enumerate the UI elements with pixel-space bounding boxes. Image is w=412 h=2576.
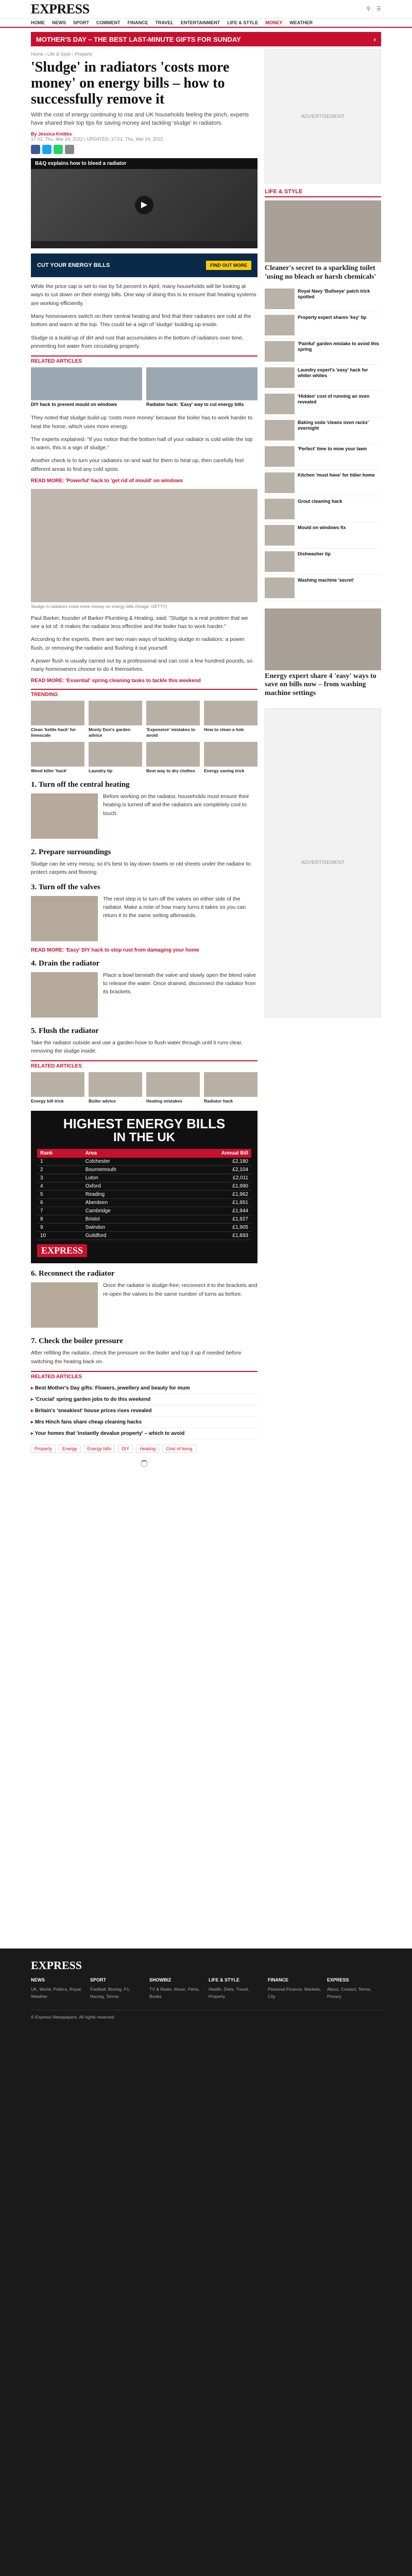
- footer-column: [149, 1977, 203, 2001]
- cell-rank: 2: [37, 1166, 82, 1174]
- readmore-link[interactable]: READ MORE: 'Easy' DIY hack to stop rust from damaging your home: [31, 947, 199, 953]
- email-icon[interactable]: [65, 145, 74, 154]
- card-caption: Radiator hack: [204, 1098, 233, 1104]
- chevron-right-icon: ›: [373, 35, 376, 43]
- tag-link[interactable]: Energy bills: [84, 1445, 115, 1453]
- table-row: [37, 1166, 251, 1174]
- step-text: The next step is to turn off the valves on either side of the radiator. Make a note of how many turns it takes so you can return it to the same setting afterwards.: [103, 895, 246, 919]
- video-controls[interactable]: [31, 241, 258, 248]
- energy-table: [37, 1149, 251, 1240]
- table-row: [37, 1232, 251, 1240]
- tag-row: [31, 1445, 258, 1453]
- cell-cost: £1,905: [171, 1224, 251, 1232]
- nav-item[interactable]: HOME: [31, 20, 45, 25]
- sidebar-feature[interactable]: [265, 608, 381, 698]
- article-paragraph: Sludge is a build-up of dirt and rust that accumulates in the bottom of radiators over time, preventing hot water from circulating properly.: [31, 334, 244, 349]
- card-caption: DIY hack to prevent mould on windows: [31, 402, 117, 408]
- cell-cost: £1,944: [171, 1207, 251, 1215]
- step-section: [31, 959, 258, 1021]
- card-caption: Radiator hack: 'Easy' way to cut energy bills: [146, 402, 244, 408]
- sidebar-ad[interactable]: [265, 708, 381, 1018]
- related-card[interactable]: [31, 367, 142, 408]
- card-caption: Best way to dry clothes: [146, 768, 195, 773]
- ad-banner-text: CUT YOUR ENERGY BILLS: [37, 262, 110, 269]
- story-caption: 'Perfect' time to mow your lawn: [298, 446, 367, 451]
- cell-area: Bristol: [82, 1215, 172, 1224]
- readmore-link[interactable]: READ MORE: 'Essential' spring cleaning tasks to tackle this weekend: [31, 678, 201, 684]
- card-caption: How to clean a hob: [204, 727, 244, 733]
- related-card[interactable]: [146, 1072, 200, 1104]
- step-image: [31, 793, 98, 839]
- cell-cost: £1,927: [171, 1215, 251, 1224]
- loading-spinner-icon: [141, 1460, 148, 1467]
- article-photo: [31, 489, 258, 602]
- promo-label: MOTHER'S DAY – THE BEST LAST-MINUTE GIFTS FOR SUNDAY: [36, 35, 241, 43]
- card-caption: 'Expensive' mistakes to avoid: [146, 727, 196, 738]
- cell-rank: 6: [37, 1199, 82, 1207]
- card-thumbnail: [31, 367, 142, 400]
- card-caption: Weed killer 'hack': [31, 768, 67, 773]
- main-nav: [0, 19, 412, 28]
- feature-title: Cleaner's secret to a sparkling toilet 'using no bleach or harsh chemicals': [265, 264, 376, 281]
- cell-area: Cambridge: [82, 1207, 172, 1215]
- copyright: © Express Newspapers. All rights reserved.: [31, 2010, 381, 2020]
- cell-cost: £2,180: [171, 1158, 251, 1166]
- sidebar-story[interactable]: [265, 444, 381, 470]
- step-heading: 5. Flush the radiator: [31, 1026, 99, 1035]
- footer-links[interactable]: Personal Finance, Markets, City: [268, 1986, 321, 1999]
- article-paragraph: According to the experts, there are two main ways of tackling sludge in radiators: a power flush, or removing the radiator and flushing it out yourself.: [31, 636, 245, 651]
- nav-item[interactable]: COMMENT: [96, 20, 121, 25]
- article: [31, 49, 258, 1938]
- step-image: [31, 896, 98, 941]
- comments-area: [31, 1475, 258, 1938]
- card-thumbnail: [89, 701, 142, 725]
- step-section: [31, 848, 258, 877]
- nav-item[interactable]: SPORT: [73, 20, 90, 25]
- masthead: [0, 0, 412, 19]
- trending-label: TRENDING: [31, 689, 258, 698]
- related-list-label: RELATED ARTICLES: [31, 1371, 258, 1380]
- card-thumbnail: [31, 742, 84, 767]
- footer-links[interactable]: About, Contact, Terms, Privacy: [327, 1986, 372, 1999]
- step-heading: 4. Drain the radiator: [31, 959, 100, 968]
- dateline: 17:01, Thu, Mar 24, 2022 | UPDATED: 17:01, Thu, Mar 24, 2022: [31, 137, 163, 142]
- story-caption: Dishwasher tip: [298, 551, 331, 556]
- header-tools: [367, 6, 381, 12]
- story-caption: Mould on windows fix: [298, 524, 346, 530]
- step-heading: 3. Turn off the valves: [31, 883, 100, 891]
- col-rank: Rank: [37, 1149, 82, 1158]
- cell-area: Reading: [82, 1191, 172, 1199]
- nav-item[interactable]: TRAVEL: [155, 20, 174, 25]
- story-caption: Grout cleaning hack: [298, 498, 342, 504]
- related-label: RELATED ARTICLES: [31, 355, 258, 364]
- card-thumbnail: [146, 742, 200, 767]
- story-caption: Kitchen 'must have' for tidier home: [298, 472, 375, 478]
- related-card[interactable]: [89, 742, 142, 773]
- article-paragraph: Another check is to turn your radiators on and wait for them to heat up, then carefully feel different areas to find any cold spots.: [31, 457, 244, 472]
- sidebar-story[interactable]: [265, 338, 381, 365]
- sidebar-story[interactable]: [265, 470, 381, 496]
- footer-links[interactable]: Football, Boxing, F1, Racing, Tennis: [90, 1986, 130, 1999]
- cell-cost: £1,893: [171, 1232, 251, 1240]
- story-thumbnail: [265, 289, 295, 309]
- step-text: Before working on the radiator, households must ensure their heating is turned off and the radiators are completely cool to touch.: [103, 793, 249, 817]
- related-card[interactable]: [31, 701, 84, 737]
- cell-area: Oxford: [82, 1182, 172, 1191]
- footer-heading[interactable]: SHOWBIZ: [149, 1977, 171, 1982]
- cell-area: Swindon: [82, 1224, 172, 1232]
- related-card[interactable]: [146, 701, 200, 737]
- cell-rank: 7: [37, 1207, 82, 1215]
- story-thumbnail: [265, 499, 295, 519]
- step-section: [31, 1269, 258, 1331]
- step-heading: 7. Check the boiler pressure: [31, 1337, 123, 1346]
- article-paragraph: Many homeowners switch on their central heating and find that their radiators are cold at the bottom and warm at the top. This could be a sign of 'sludge' building up inside.: [31, 313, 251, 328]
- infographic-title: HIGHEST ENERGY BILLS: [63, 1116, 226, 1132]
- story-thumbnail: [265, 420, 295, 440]
- sidebar-story[interactable]: [265, 549, 381, 575]
- table-row: [37, 1158, 251, 1166]
- sidebar-heading: LIFE & STYLE: [265, 189, 381, 197]
- related-card[interactable]: [89, 1072, 142, 1104]
- article-paragraph: They noted that sludge build-up 'costs more money' because the boiler has to work harder to heat the home, which uses more energy.: [31, 415, 253, 430]
- cell-rank: 10: [37, 1232, 82, 1240]
- related-list: [31, 1383, 258, 1439]
- card-thumbnail: [204, 742, 258, 767]
- sidebar-story[interactable]: [265, 365, 381, 391]
- footer-heading[interactable]: FINANCE: [268, 1977, 288, 1982]
- footer-column: [90, 1977, 144, 2001]
- card-thumbnail: [204, 701, 258, 725]
- footer: [0, 1948, 412, 2030]
- infographic-logo: EXPRESS: [37, 1244, 87, 1257]
- sidebar-story[interactable]: [265, 522, 381, 549]
- sidebar-story[interactable]: [265, 286, 381, 312]
- story-caption: 'Painful' garden mistake to avoid this spring: [298, 341, 380, 352]
- feature-image: [265, 200, 381, 262]
- story-thumbnail: [265, 394, 295, 414]
- card-thumbnail: [89, 1072, 142, 1097]
- card-thumbnail: [204, 1072, 258, 1097]
- energy-infographic: [31, 1111, 258, 1263]
- table-row: [37, 1174, 251, 1182]
- step-text: Take the radiator outside and use a garden hose to flush water through until it runs clear, removing the sludge inside.: [31, 1039, 243, 1054]
- table-row: [37, 1215, 251, 1224]
- footer-column: [268, 1977, 322, 2001]
- card-caption: Clean 'kettle hack' for limescale: [31, 727, 76, 738]
- footer-heading[interactable]: SPORT: [90, 1977, 107, 1982]
- footer-heading[interactable]: LIFE & STYLE: [209, 1977, 240, 1982]
- story-thumbnail: [265, 472, 295, 493]
- card-caption: Energy saving trick: [204, 768, 245, 773]
- related-card[interactable]: [204, 701, 258, 737]
- footer-heading[interactable]: NEWS: [31, 1977, 45, 1982]
- photo-caption: Sludge in radiators costs more money on energy bills (Image: GETTY): [31, 603, 167, 609]
- step-heading: 1. Turn off the central heating: [31, 781, 130, 789]
- footer-logo[interactable]: EXPRESS: [31, 1958, 82, 1972]
- story-thumbnail: [265, 578, 295, 598]
- story-thumbnail: [265, 525, 295, 546]
- tag-link[interactable]: Property: [31, 1445, 56, 1453]
- card-thumbnail: [89, 742, 142, 767]
- headline: 'Sludge' in radiators 'costs more money' on energy bills – how to successfully remove it: [31, 59, 230, 107]
- sidebar-feature[interactable]: [265, 200, 381, 282]
- step-section: [31, 1337, 258, 1366]
- step-heading: 6. Reconnect the radiator: [31, 1269, 115, 1278]
- tag-link[interactable]: Heating: [136, 1445, 159, 1453]
- nav-item[interactable]: FINANCE: [127, 20, 148, 25]
- card-caption: Boiler advice: [89, 1098, 116, 1104]
- list-item[interactable]: ▸ Mrs Hinch fans share cheap cleaning hacks: [31, 1417, 258, 1428]
- list-item[interactable]: ▸ Britain's 'sneakiest' house prices rises revealed: [31, 1405, 258, 1417]
- cell-area: Bournemouth: [82, 1166, 172, 1174]
- card-thumbnail: [31, 1072, 84, 1097]
- related-card[interactable]: [31, 742, 84, 773]
- story-thumbnail: [265, 446, 295, 467]
- table-row: [37, 1199, 251, 1207]
- list-item[interactable]: ▸ Your homes that 'instantly devalue property' – which to avoid: [31, 1428, 258, 1439]
- article-paragraph: A power flush is usually carried out by a professional and can cost a few hundred pounds, so many homeowners choose to do it themselves.: [31, 657, 253, 673]
- card-caption: Laundry tip: [89, 768, 113, 773]
- sidebar-ad[interactable]: [265, 49, 381, 183]
- story-thumbnail: [265, 367, 295, 388]
- whatsapp-icon[interactable]: [54, 145, 63, 154]
- cell-area: Colchester: [82, 1158, 172, 1166]
- play-icon[interactable]: ▶: [135, 196, 153, 214]
- related-card[interactable]: [146, 742, 200, 773]
- step-text: Place a bowl beneath the valve and slowly open the bleed valve to release the water. Once drained, disconnect the radiator from its brackets.: [103, 972, 256, 995]
- related-card[interactable]: [31, 1072, 84, 1104]
- step-image: [31, 1282, 98, 1328]
- footer-links[interactable]: Health, Diets, Travel, Property: [209, 1986, 249, 1999]
- table-row: [37, 1191, 251, 1199]
- ad-cta-button[interactable]: FIND OUT MORE: [206, 261, 251, 270]
- col-area: Area: [82, 1149, 172, 1158]
- list-item[interactable]: ▸ 'Crucial' spring garden jobs to do this weekend: [31, 1394, 258, 1405]
- facebook-icon[interactable]: [31, 145, 40, 154]
- share-row: [31, 145, 258, 154]
- sidebar-story[interactable]: [265, 496, 381, 522]
- ad-label: ADVERTISEMENT: [301, 113, 345, 120]
- cell-cost: £1,990: [171, 1182, 251, 1191]
- sidebar: [265, 49, 381, 1938]
- infographic-subtitle: IN THE UK: [113, 1130, 175, 1145]
- footer-column: [327, 1977, 381, 2001]
- card-thumbnail: [146, 367, 258, 400]
- readmore-link[interactable]: READ MORE: 'Powerful' hack to 'get rid of mould' on windows: [31, 478, 183, 484]
- footer-column: [31, 1977, 85, 2001]
- step-text: After refilling the radiator, check the pressure on the boiler and top it up if needed before switching the heating back on.: [31, 1350, 242, 1365]
- table-row: [37, 1182, 251, 1191]
- story-caption: Property expert shares 'key' tip: [298, 314, 367, 320]
- cell-rank: 9: [37, 1224, 82, 1232]
- story-caption: Laundry expert's 'easy' hack for whiter whites: [298, 367, 368, 378]
- step-section: [31, 1027, 258, 1056]
- video-player[interactable]: [31, 169, 258, 241]
- nav-item[interactable]: WEATHER: [289, 20, 313, 25]
- cell-rank: 5: [37, 1191, 82, 1199]
- search-icon[interactable]: ⚲: [366, 6, 371, 12]
- cell-cost: £1,962: [171, 1191, 251, 1199]
- cell-rank: 4: [37, 1182, 82, 1191]
- story-thumbnail: [265, 551, 295, 572]
- footer-links[interactable]: TV & Radio, Music, Films, Books: [149, 1986, 200, 1999]
- table-row: [37, 1224, 251, 1232]
- story-thumbnail: [265, 315, 295, 335]
- card-caption: Heating mistakes: [146, 1098, 182, 1104]
- cell-area: Guildford: [82, 1232, 172, 1240]
- logo-text: EXPRESS: [31, 1, 90, 16]
- menu-icon[interactable]: ☰: [376, 6, 381, 12]
- related-card[interactable]: [146, 367, 258, 408]
- nav-item[interactable]: MONEY: [265, 20, 283, 25]
- story-thumbnail: [265, 341, 295, 362]
- tag-link[interactable]: Energy: [59, 1445, 81, 1453]
- cell-rank: 3: [37, 1174, 82, 1182]
- step-image: [31, 972, 98, 1018]
- col-cost: Annual Bill: [171, 1149, 251, 1158]
- related-card[interactable]: [89, 701, 142, 737]
- article-paragraph: The experts explained: "If you notice that the bottom half of your radiator is cold while the top is warm, this is a sign of sludge.": [31, 436, 253, 451]
- tag-link[interactable]: DIY: [118, 1445, 133, 1453]
- feature-title: Energy expert share 4 'easy' ways to save on bills now – from washing machine settings: [265, 672, 376, 698]
- related-card[interactable]: [204, 1072, 258, 1104]
- list-item[interactable]: ▸ Best Mother's Day gifts: Flowers, jewellery and beauty for mum: [31, 1383, 258, 1394]
- sidebar-story[interactable]: [265, 391, 381, 417]
- card-thumbnail: [146, 1072, 200, 1097]
- step-section: [31, 781, 258, 842]
- ad-label: ADVERTISEMENT: [301, 860, 345, 866]
- footer-links[interactable]: UK, World, Politics, Royal, Weather: [31, 1986, 82, 1999]
- cell-cost: £1,951: [171, 1199, 251, 1207]
- cell-rank: 1: [37, 1158, 82, 1166]
- card-caption: Monty Don's garden advice: [89, 727, 131, 738]
- footer-extension: [0, 2030, 412, 2576]
- card-thumbnail: [146, 701, 200, 725]
- standfirst: With the cost of energy continuing to rise and UK households feeling the pinch, experts have shared their top tips for saving money and tackling 'sludge' in radiators.: [31, 112, 249, 126]
- story-caption: Washing machine 'secret': [298, 577, 354, 583]
- card-caption: Energy bill trick: [31, 1098, 64, 1104]
- nav-item[interactable]: LIFE & STYLE: [227, 20, 259, 25]
- cell-area: Aberdeen: [82, 1199, 172, 1207]
- article-paragraph: Paul Barker, founder of Barker Plumbing & Heating, said: "Sludge is a real problem that we see a lot of. It makes the radiator less effective and the boiler has to work harder.": [31, 615, 248, 630]
- tag-link[interactable]: Cost of living: [162, 1445, 196, 1453]
- story-caption: 'Hidden' cost of running an oven revealed: [298, 393, 370, 404]
- promo-bar[interactable]: [31, 32, 381, 46]
- story-caption: Royal Navy 'Bullseye' patch trick spotted: [298, 288, 370, 299]
- sidebar-story[interactable]: [265, 312, 381, 338]
- related-label: RELATED ARTICLES: [31, 1060, 258, 1069]
- byline[interactable]: By Jessica Knibbs: [31, 131, 72, 137]
- table-row: [37, 1207, 251, 1215]
- ad-banner[interactable]: [31, 253, 258, 277]
- sidebar-story[interactable]: [265, 417, 381, 444]
- story-caption: Baking soda 'cleans oven racks' overnight: [298, 419, 369, 431]
- nav-item[interactable]: NEWS: [52, 20, 66, 25]
- cell-cost: £2,011: [171, 1174, 251, 1182]
- breadcrumb[interactable]: Home › Life & Style › Property: [31, 52, 93, 57]
- step-heading: 2. Prepare surroundings: [31, 848, 111, 857]
- site-logo[interactable]: [31, 2, 90, 17]
- step-text: Sludge can be very messy, so it's best to lay down towels or old sheets under the radiator to protect carpets and flooring.: [31, 861, 251, 876]
- card-thumbnail: [31, 701, 84, 725]
- step-text: Once the radiator is sludge-free, reconnect it to the brackets and re-open the valves to the same number of turns as before.: [103, 1282, 258, 1297]
- cell-rank: 8: [37, 1215, 82, 1224]
- feature-image: [265, 608, 381, 670]
- nav-item[interactable]: ENTERTAINMENT: [180, 20, 220, 25]
- twitter-icon[interactable]: [42, 145, 52, 154]
- cell-cost: £2,104: [171, 1166, 251, 1174]
- article-paragraph: While the price cap is set to rise by 54 percent in April, many households will be looking at ways to cut down on their energy bills. One way of doing this is to ensure that heating systems are working efficiently.: [31, 283, 256, 307]
- step-section: [31, 883, 258, 944]
- footer-heading[interactable]: EXPRESS: [327, 1977, 349, 1982]
- video-title: B&Q explains how to bleed a radiator: [31, 158, 258, 169]
- footer-column: [209, 1977, 263, 2001]
- cell-area: Luton: [82, 1174, 172, 1182]
- related-card[interactable]: [204, 742, 258, 773]
- sidebar-story[interactable]: [265, 575, 381, 601]
